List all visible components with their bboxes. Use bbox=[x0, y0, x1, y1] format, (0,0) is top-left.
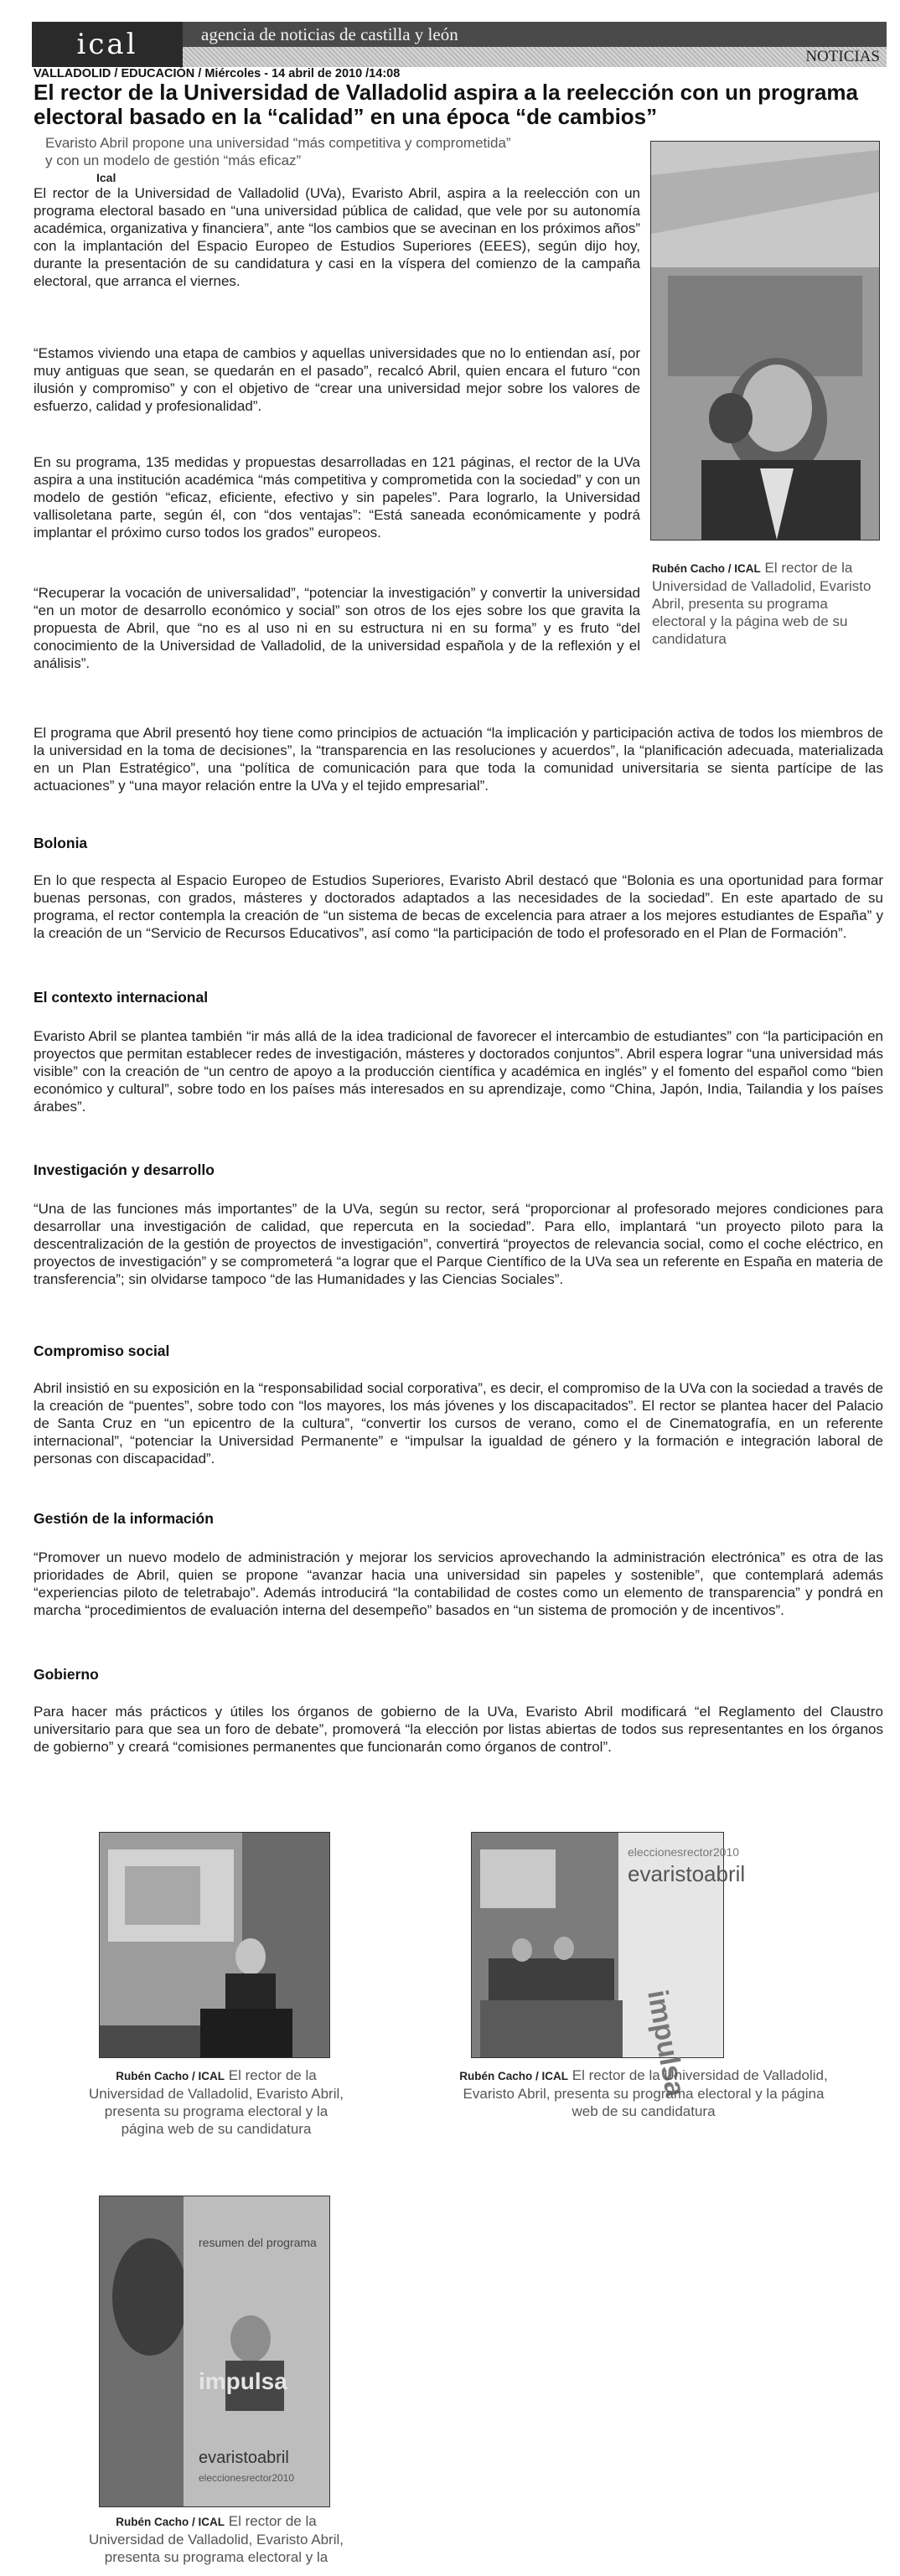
photo-press-table-caption bbox=[459, 2066, 828, 2120]
photo-podium-image bbox=[100, 1833, 329, 2057]
headline-line-1: El rector de la Universidad de Valladolid aspira a la reelección con un programa bbox=[34, 80, 859, 105]
photo-podium bbox=[99, 1832, 330, 2058]
brochure-title: resumen del programa bbox=[199, 2236, 317, 2249]
dateline: VALLADOLID / EDUCACIÓN / Miércoles - 14 abril de 2010 /14:08 bbox=[34, 67, 401, 80]
ical-logo: ical bbox=[32, 22, 183, 67]
banner-text-impulsa: impulsa bbox=[641, 1987, 691, 2099]
byline: Ical bbox=[96, 171, 116, 184]
section-title-gestion: Gestión de la información bbox=[34, 1510, 214, 1527]
subheadline bbox=[45, 134, 632, 169]
banner-text-name: evaristoabril bbox=[628, 1861, 746, 1886]
photo-podium-caption bbox=[82, 2066, 350, 2138]
section-title-compromiso: Compromiso social bbox=[34, 1342, 170, 1359]
paragraph-3: En su programa, 135 medidas y propuestas desarrolladas en 121 páginas, el rector de la UVa aspira a una institución académica “más competitiva y comprometida con la sociedad” y con un modelo de gestión “eficaz, eficiente, efectivo y sin papeles”. Para lograrlo, la Universidad vallisoletana parte, según él, con “dos ventajas”: “Está saneada económicamente y podrá implantar el próximo curso todos los grados” europeos. bbox=[34, 454, 640, 541]
subhead-line-2: y con un modelo de gestión “más eficaz” bbox=[45, 153, 302, 168]
subhead-line-1: Evaristo Abril propone una universidad “más competitiva y comprometida” bbox=[45, 135, 511, 151]
brochure-impulsa: impulsa bbox=[199, 2368, 287, 2394]
photo-credit: Rubén Cacho / ICAL bbox=[116, 2516, 225, 2528]
header-texture bbox=[183, 47, 887, 67]
section-title-investigacion: Investigación y desarrollo bbox=[34, 1161, 215, 1178]
section-text-internacional: Evaristo Abril se plantea también “ir más allá de la idea tradicional de favorecer el intercambio de estudiantes” con “la participación en proyectos que permitan establecer redes de investigación, másteres y doctorados conjuntos”. Abril espera lograr “una universidad más visible” con la creación de “un centro de apoyo a la producción científica y académica en inglés” y el fomento del español como “bien económico y cultural”, sobre todo en los países más interesados en su aprendizaje, como “China, Japón, India, Tailandia y los países árabes”. bbox=[34, 1028, 883, 1115]
paragraph-5: El programa que Abril presentó hoy tiene como principios de actuación “la implicación y participación activa de todos los miembros de la universidad en la toma de decisiones”, la “transparencia en las resoluciones y acuerdos”, la “planificación adecuada, materializada en un Plan Estratégico”, una “política de comunicación para que toda la comunidad universitaria se sienta partícipe de las actuaciones” y “una mayor relación entre la UVa y el tejido empresarial”. bbox=[34, 725, 883, 794]
main-photo bbox=[650, 141, 880, 541]
section-text-investigacion: “Una de las funciones más importantes” de la UVa, según su rector, será “proporcionar al profesorado mejores condiciones para desarrollar una investigación de calidad, que repercuta en la sociedad”. Para ello, implantará “un proyecto piloto para la descentralización de la gestión de proyectos de investigación”, convertirá “proyectos de relevancia social, como el coche eléctrico, en proyectos de investigación” y se comprometerá “a lograr que el Parque Científico de la UVa sea un referente en España en materia de transferencia”; sin olvidarse tampoco “de las Humanidades y las Ciencias Sociales”. bbox=[34, 1201, 883, 1287]
agency-name: agencia de noticias de castilla y león bbox=[183, 22, 887, 47]
section-label: NOTICIAS bbox=[805, 48, 880, 65]
photo-credit: Rubén Cacho / ICAL bbox=[116, 2070, 225, 2082]
paragraph-1: El rector de la Universidad de Valladolid (UVa), Evaristo Abril, aspira a la reelección con un programa electoral basado en “una universidad pública de calidad, que vele por su autonomía académica, organizativa y financiera”, ante “los cambios que se avecinan en los próximos años” con la implantación del Espacio Europeo de Estudios Superiores (EEES), según dijo hoy, durante la presentación de su candidatura y casi en la víspera del comienzo de la campaña electoral, que arranca el viernes. bbox=[34, 185, 640, 289]
brochure-year: eleccionesrector2010 bbox=[199, 2472, 295, 2484]
section-title-bolonia: Bolonia bbox=[34, 835, 88, 851]
brochure-name: evaristoabril bbox=[199, 2449, 289, 2467]
photo-brochure-caption bbox=[82, 2512, 350, 2566]
section-text-gobierno: Para hacer más prácticos y útiles los órganos de gobierno de la UVa, Evaristo Abril modificará “el Reglamento del Claustro universitario para que sea un foro de debate”, promoverá “la elección por listas abiertas de todos sus representantes en los órganos de gobierno” y creará “comisiones permanentes que funcionarán como órganos de control”. bbox=[34, 1704, 883, 1755]
paragraph-4: “Recuperar la vocación de universalidad”, “potenciar la investigación” y convertir la universidad “en un motor de desarrollo económico y social” son otros de los ejes sobre los que gravita la propuesta de Abril, que “no es al uso ni en su estructura ni en su forma” y es fruto “del conocimiento de la Universidad de Valladolid, de la universidad española y de la reflexión y el análisis”. bbox=[34, 585, 640, 671]
headline-line-2: electoral basado en la “calidad” en una época “de cambios” bbox=[34, 104, 658, 129]
caption-text: El rector de la Universidad de Valladolid, Evaristo Abril, presenta su programa electoral y la página web de su candidatura bbox=[463, 2067, 828, 2119]
headline bbox=[34, 80, 880, 129]
paragraph-2: “Estamos viviendo una etapa de cambios y aquellas universidades que no lo entiendan así, por muy antiguas que sean, se quedarán en el pasado”, recalcó Abril, quien encara el futuro “con ilusión y compromiso” y con el objetivo de “crear una universidad mejor sobre los valores de esfuerzo, calidad y profesionalidad”. bbox=[34, 345, 640, 414]
caption-text: El rector de la Universidad de Valladolid, Evaristo Abril, presenta su programa electoral y la bbox=[89, 2513, 344, 2565]
caption-text: El rector de la Universidad de Valladolid, Evaristo Abril, presenta su programa electoral y la página web de su candidatura bbox=[89, 2067, 344, 2137]
section-text-compromiso: Abril insistió en su exposición en la “responsabilidad social corporativa”, es decir, el compromiso de la UVa con la sociedad a través de la creación de “puentes”, sobre todo con “los mayores, los más jóvenes y los discapacitados”. El rector se plantea hacer del Palacio de Santa Cruz en “un epicentro de la cultura”, “convertir los cursos de verano, como el de Cinematografía, en un referente internacional”, “potenciar la Universidad Permanente” e “impulsar la igualdad de género y la formación e integración laboral de personas con discapacidad”. bbox=[34, 1380, 883, 1466]
banner-text-top: eleccionesrector2010 bbox=[628, 1845, 740, 1859]
main-photo-caption bbox=[652, 559, 885, 648]
section-text-bolonia: En lo que respecta al Espacio Europeo de Estudios Superiores, Evaristo Abril destacó que “Bolonia es una oportunidad para formar buenas personas, con grados, másteres y doctorados adaptados a las necesidades de la sociedad”. En este apartado de su programa, el rector contempla la creación de “un sistema de becas de excelencia para atraer a los mejores estudiantes de España” y la creación de un “Servicio de Recursos Educativos”, así como “la participación de todo el profesorado en el Plan de Formación”. bbox=[34, 872, 883, 941]
main-photo-image bbox=[651, 142, 879, 540]
photo-credit: Rubén Cacho / ICAL bbox=[652, 562, 761, 575]
section-text-gestion: “Promover un nuevo modelo de administración y mejorar los servicios aprovechando la administración electrónica” es otra de las prioridades de Abril, quien se propone “avanzar hacia una universidad sin papeles y sostenible”, que contemplará además “experiencias piloto de teletrabajo”. Además introducirá “la contabilidad de costes como un elemento de transparencia” y pondrá en marcha “procedimientos de evaluación interna del desempeño” basados en “un sistema de promoción y de incentivos”. bbox=[34, 1549, 883, 1618]
photo-brochure-image bbox=[100, 2196, 329, 2506]
section-title-internacional: El contexto internacional bbox=[34, 989, 209, 1006]
photo-brochure bbox=[99, 2196, 330, 2507]
section-title-gobierno: Gobierno bbox=[34, 1666, 99, 1683]
agency-header bbox=[32, 22, 887, 67]
photo-credit: Rubén Cacho / ICAL bbox=[459, 2070, 569, 2082]
caption-text: El rector de la Universidad de Valladolid, Evaristo Abril, presenta su programa electoral y la página web de su candidatura bbox=[652, 560, 872, 647]
